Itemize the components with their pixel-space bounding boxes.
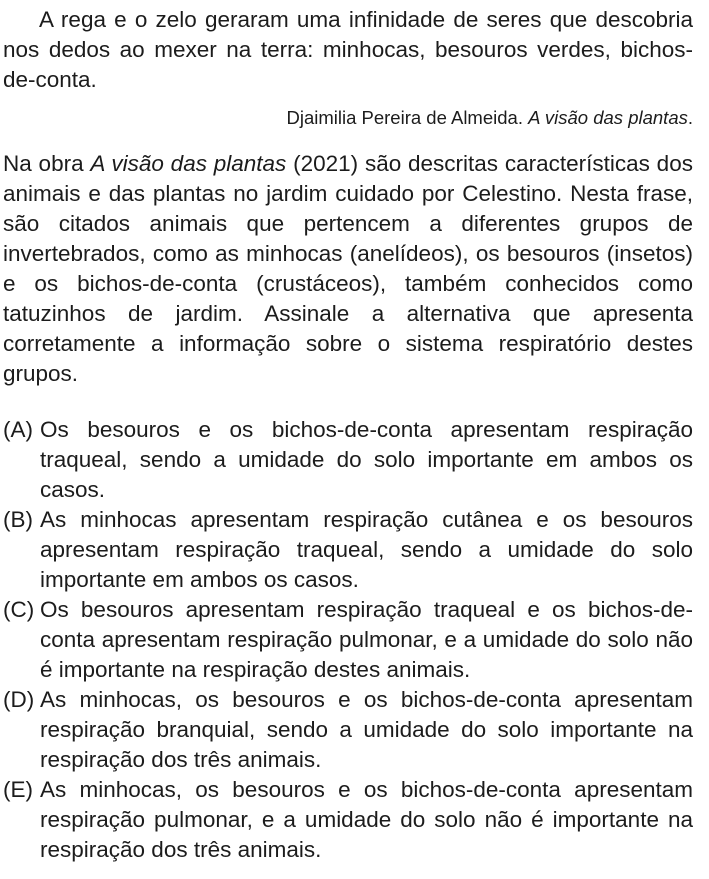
citation-period: . bbox=[687, 107, 693, 128]
option-text: Os besouros apresentam respiração traqueal e os bichos-de-conta apresentam respiração pulmonar, e a umidade do solo não é importante na respiração destes animais. bbox=[40, 597, 693, 682]
quote-paragraph: A rega e o zelo geraram uma infinidade de seres que descobria nos dedos ao mexer na terra: minhocas, besouros verdes, bichos-de-conta. bbox=[3, 7, 693, 92]
option-d[interactable] bbox=[3, 685, 693, 775]
option-letter: (E) bbox=[3, 777, 33, 802]
option-text: As minhocas, os besouros e os bichos-de-conta apresentam respiração pulmonar, e a umidade do solo não é importante na respiração dos três animais. bbox=[40, 777, 693, 862]
citation bbox=[3, 105, 693, 131]
option-text: As minhocas, os besouros e os bichos-de-conta apresentam respiração branquial, sendo a umidade do solo importante na respiração dos três animais. bbox=[40, 687, 693, 772]
option-a[interactable] bbox=[3, 415, 693, 505]
option-letter: (B) bbox=[3, 507, 33, 532]
option-letter: (C) bbox=[3, 597, 35, 622]
statement-book-title: A visão das plantas bbox=[90, 151, 287, 176]
option-b[interactable] bbox=[3, 505, 693, 595]
statement-text-2: (2021) são descritas características dos animais e das plantas no jardim cuidado por Celestino. Nesta frase, são citados animais que pertencem a diferentes grupos de invertebrados, como as minhocas (anelídeos), os besouros (insetos) e os bichos-de-conta (crustáceos), também conhecidos como tatuzinhos de jardim. Assinale a alternativa que apresenta corretamente a informação sobre o sistema respiratório destes grupos. bbox=[3, 151, 693, 386]
option-text: As minhocas apresentam respiração cutânea e os besouros apresentam respiração traqueal, sendo a umidade do solo importante em ambos os casos. bbox=[40, 507, 693, 592]
option-text: Os besouros e os bichos-de-conta apresentam respiração traqueal, sendo a umidade do solo importante em ambos os casos. bbox=[40, 417, 693, 502]
question-statement bbox=[3, 149, 693, 389]
citation-title: A visão das plantas bbox=[528, 107, 688, 128]
option-c[interactable] bbox=[3, 595, 693, 685]
option-letter: (A) bbox=[3, 417, 33, 442]
option-e[interactable] bbox=[3, 775, 693, 865]
statement-text-1: Na obra bbox=[3, 151, 91, 176]
answer-options bbox=[3, 415, 693, 865]
option-letter: (D) bbox=[3, 687, 35, 712]
citation-author: Djaimilia Pereira de Almeida. bbox=[286, 107, 523, 128]
